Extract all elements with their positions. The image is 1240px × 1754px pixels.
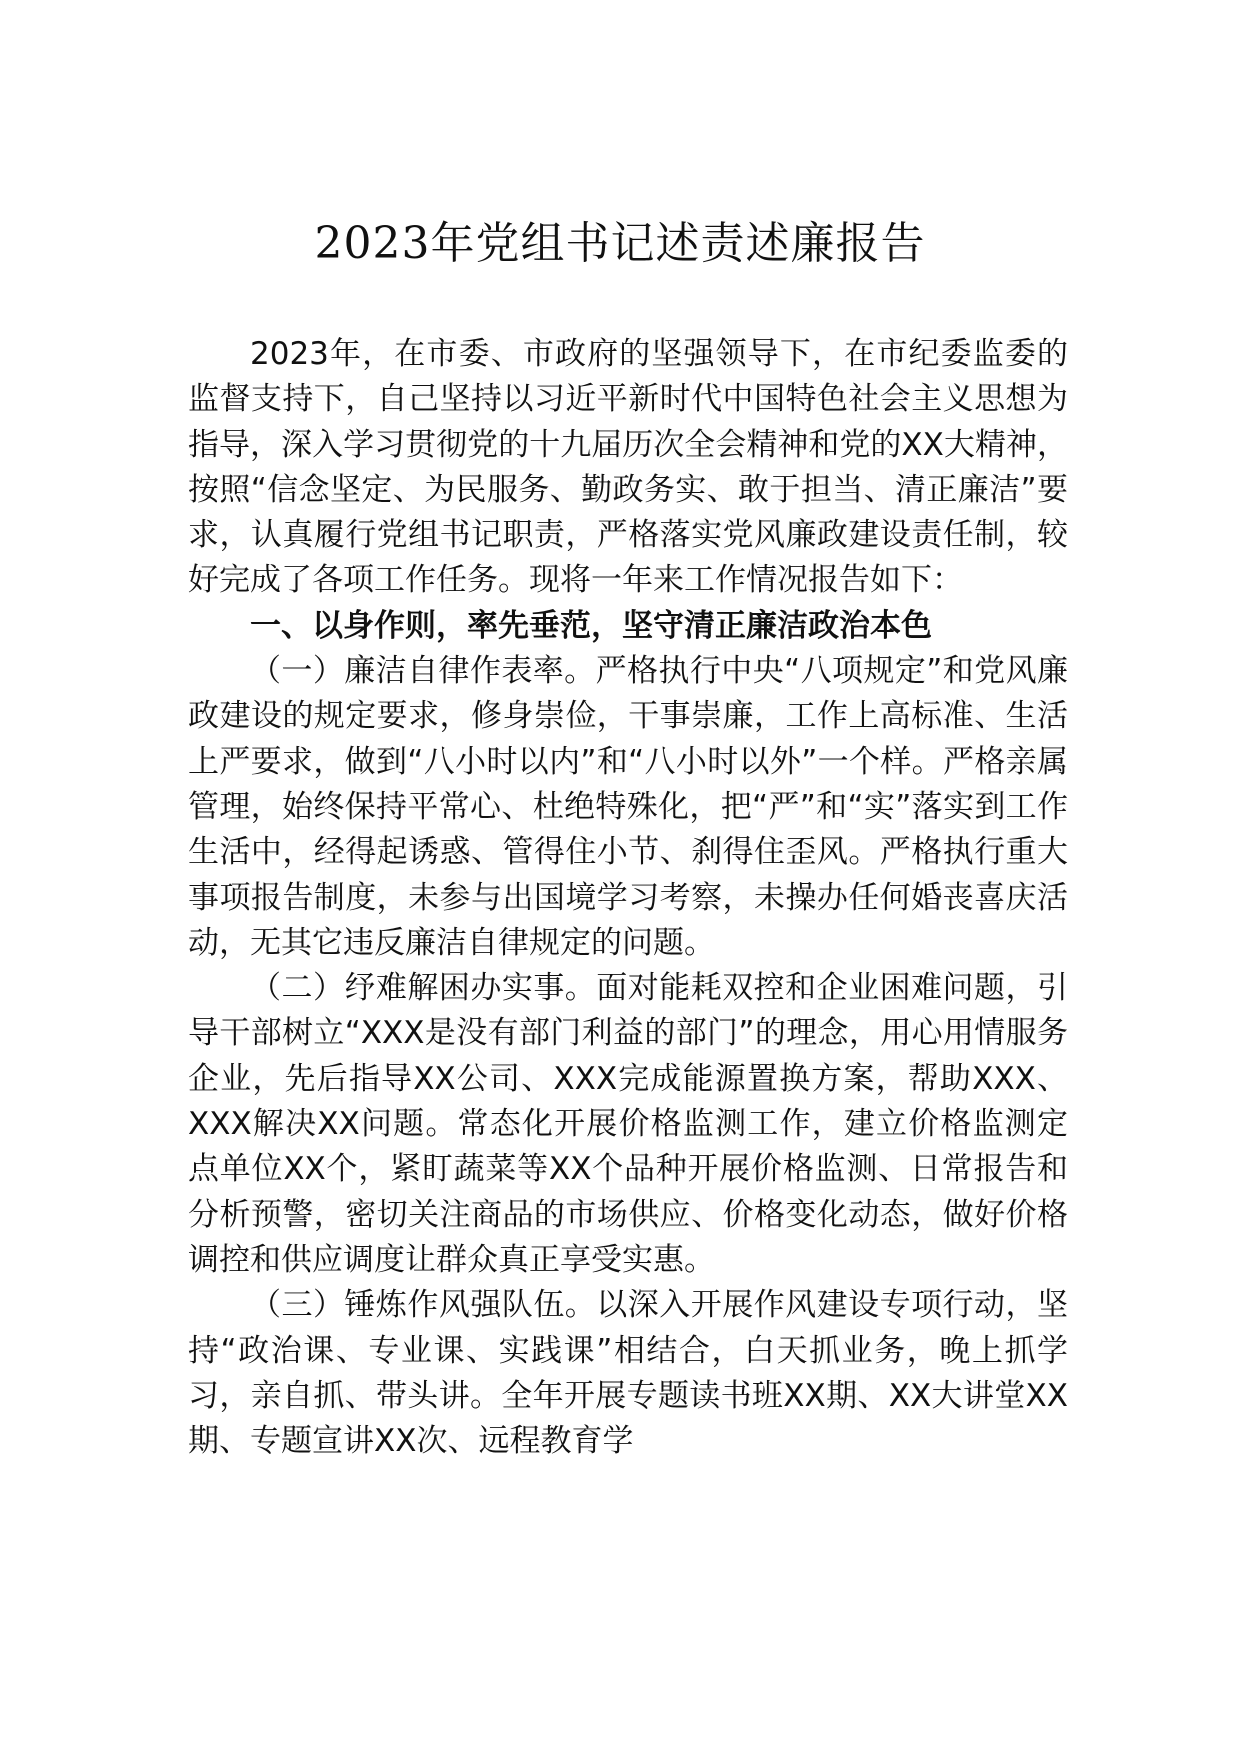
section-heading-1: 一、以身作则，率先垂范，坚守清正廉洁政治本色 (250, 607, 932, 644)
item-paragraph-2: （二）纾难解困办实事。面对能耗双控和企业困难问题，引导干部树立“XXX是没有部门利益的部门”的理念，用心用情服务企业，先后指导XX公司、XXX完成能源置换方案，帮助XXX、XXX解决XX问题。常态化开展价格监测工作，建立价格监测定点单位XX个，紧盯蔬菜等XX个品种开展价格监测、日常报告和分析预警，密切关注商品的市场供应、价格变化动态，做好价格调控和供应调度让群众真正享受实惠。 (188, 970, 1068, 1278)
intro-paragraph: 2023年，在市委、市政府的坚强领导下，在市纪委监委的监督支持下，自己坚持以习近平新时代中国特色社会主义思想为指导，深入学习贯彻党的十九届历次全会精神和党的XX大精神，按照“信念坚定、为民服务、勤政务实、敢于担当、清正廉洁”要求，认真履行党组书记职责，严格落实党风廉政建设责任制，较好完成了各项工作任务。现将一年来工作情况报告如下： (188, 336, 1068, 599)
document-body (188, 332, 1068, 1464)
item-paragraph-3: （三）锤炼作风强队伍。以深入开展作风建设专项行动，坚持“政治课、专业课、实践课”相结合，白天抓业务，晚上抓学习，亲自抓、带头讲。全年开展专题读书班XX期、XX大讲堂XX期、专题宣讲XX次、远程教育学 (188, 1287, 1068, 1460)
item-paragraph-1: （一）廉洁自律作表率。严格执行中央“八项规定”和党风廉政建设的规定要求，修身崇俭，干事崇廉，工作上高标准、生活上严要求，做到“八小时以内”和“八小时以外”一个样。严格亲属管理，始终保持平常心、杜绝特殊化，把“严”和“实”落实到工作生活中，经得起诱惑、管得住小节、刹得住歪风。严格执行重大事项报告制度，未参与出国境学习考察，未操办任何婚丧喜庆活动，无其它违反廉洁自律规定的问题。 (188, 653, 1068, 961)
document-title: 2023年党组书记述责述廉报告 (314, 218, 926, 269)
